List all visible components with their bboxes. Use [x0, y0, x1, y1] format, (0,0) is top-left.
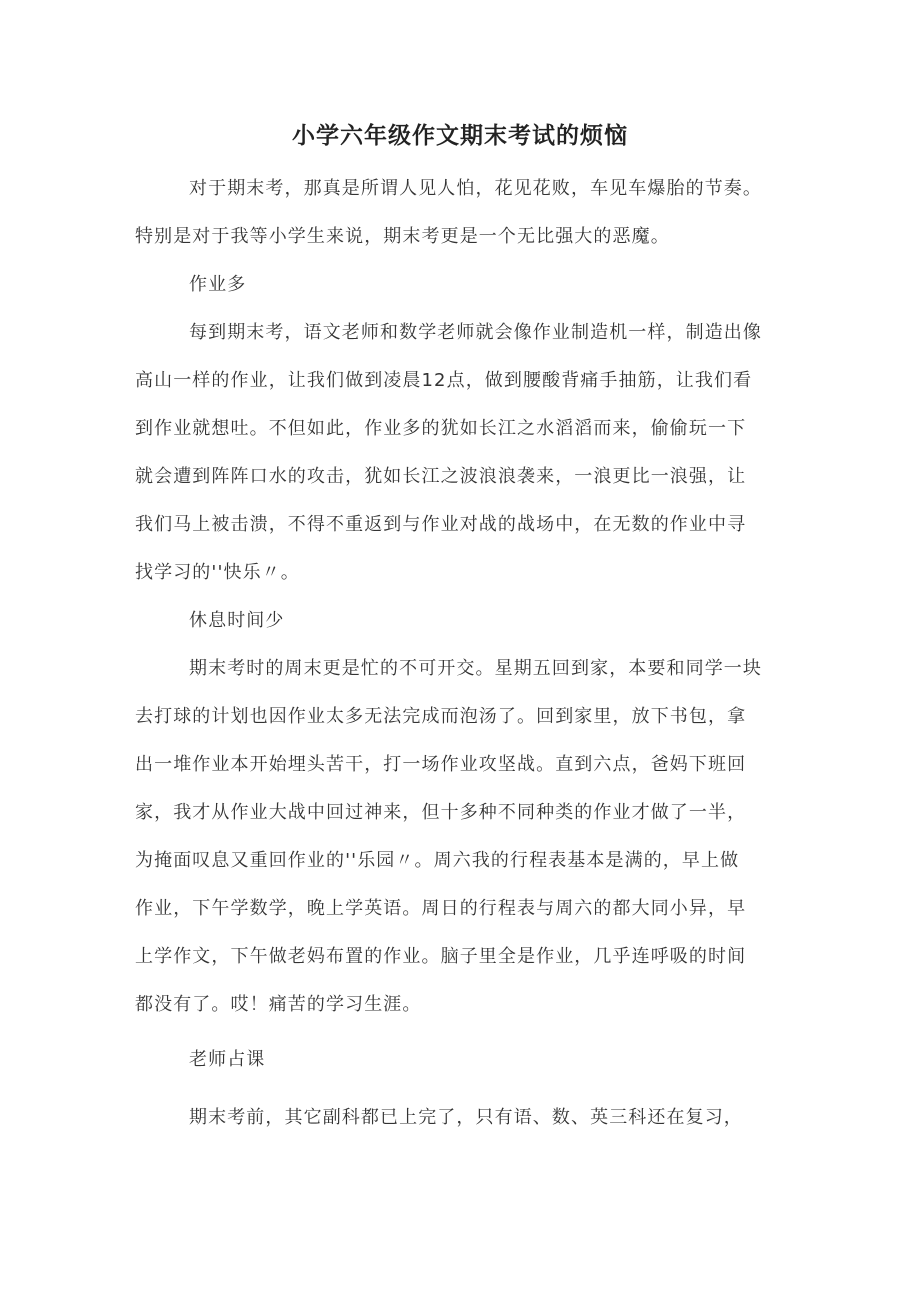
- paragraph-line: 高山一样的作业，让我们做到凌晨12点，做到腰酸背痛手抽筋，让我们看: [135, 370, 753, 391]
- paragraph-line: 找学习的''快乐〃。: [135, 562, 300, 583]
- paragraph-line: 出一堆作业本开始埋头苦干，打一场作业攻坚战。直到六点，爸妈下班回: [135, 754, 747, 775]
- paragraph-line: 都没有了。哎！痛苦的学习生涯。: [135, 994, 422, 1015]
- paragraph-line: 特别是对于我等小学生来说，期末考更是一个无比强大的恶魔。: [135, 226, 670, 247]
- section-heading: 作业多: [189, 274, 247, 295]
- document-title: 小学六年级作文期末考试的烦恼: [292, 123, 628, 149]
- paragraph-line: 作业，下午学数学，晚上学英语。周日的行程表与周六的都大同小异，早: [135, 898, 747, 919]
- paragraph-line: 就会遭到阵阵口水的攻击，犹如长江之波浪浪袭来，一浪更比一浪强，让: [135, 466, 747, 487]
- paragraph-line: 对于期末考，那真是所谓人见人怕，花见花败，车见车爆胎的节奏。: [189, 178, 762, 199]
- paragraph-line: 期末考前，其它副科都已上完了，只有语、数、英三科还在复习，: [189, 1107, 743, 1128]
- paragraph-line: 每到期末考，语文老师和数学老师就会像作业制造机一样，制造出像: [189, 322, 762, 343]
- paragraph-line: 期末考时的周末更是忙的不可开交。星期五回到家，本要和同学一块: [189, 658, 762, 679]
- paragraph-line: 我们马上被击溃，不得不重返到与作业对战的战场中，在无数的作业中寻: [135, 514, 747, 535]
- section-heading: 老师占课: [189, 1049, 266, 1070]
- paragraph-line: 到作业就想吐。不但如此，作业多的犹如长江之水滔滔而来，偷偷玩一下: [135, 418, 747, 439]
- paragraph-line: 为掩面叹息又重回作业的''乐园〃。周六我的行程表基本是满的，早上做: [135, 850, 740, 871]
- section-heading: 休息时间少: [189, 610, 285, 631]
- paragraph-line: 去打球的计划也因作业太多无法完成而泡汤了。回到家里，放下书包，拿: [135, 706, 747, 727]
- paragraph-line: 上学作文，下午做老妈布置的作业。脑子里全是作业，几乎连呼吸的时间: [135, 946, 747, 967]
- paragraph-line: 家，我才从作业大战中回过神来，但十多种不同种类的作业才做了一半，: [135, 802, 747, 823]
